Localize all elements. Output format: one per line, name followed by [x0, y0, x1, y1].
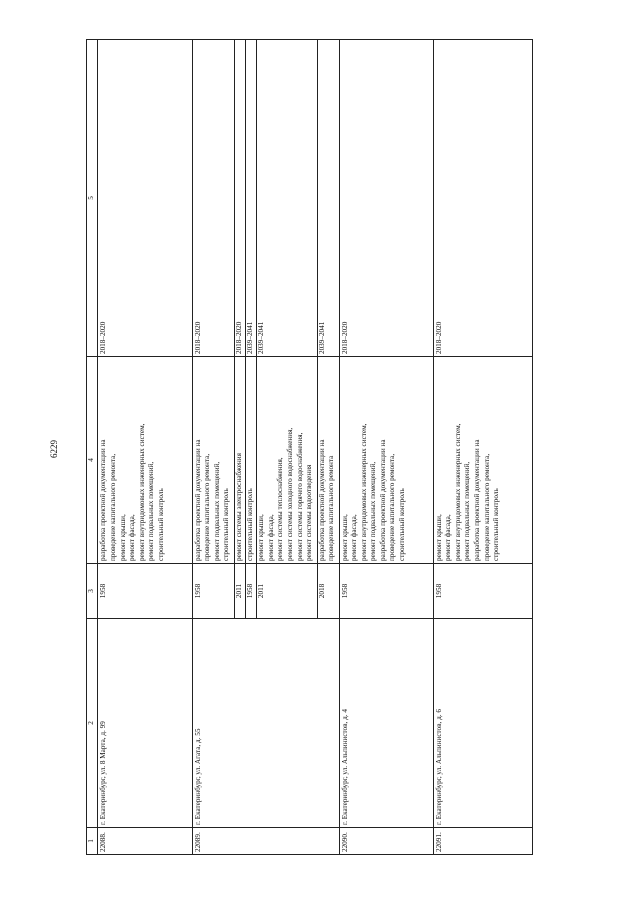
- period-cell: 2018–2020: [433, 40, 532, 357]
- year-cell: 1958: [246, 564, 257, 619]
- table-row: [98, 40, 192, 855]
- period-cell: 2039–2041: [317, 40, 339, 357]
- column-number: 1: [87, 828, 98, 855]
- period-cell: 2018–2020: [192, 40, 235, 357]
- period-cell: 2018–2020: [235, 40, 246, 357]
- page-number: 6229: [49, 440, 59, 458]
- year-cell: 2011: [257, 564, 318, 619]
- works-cell: ремонт крыши, ремонт фасада, ремонт внутридомовых инженерных систем, ремонт подвальных помещений, разработка проектной документации на проведение капитального ремонта, строительный контроль: [433, 357, 532, 564]
- column-number: 3: [87, 564, 98, 619]
- period-cell: 2018–2020: [339, 40, 433, 357]
- column-number: 4: [87, 357, 98, 564]
- works-cell: разработка проектной документации на проведение капитального ремонта, ремонт крыши, ремонт фасада, ремонт внутридомовых инженерных систем, ремонт подвальных помещений, строительный контроль: [98, 357, 192, 564]
- column-number-row: [87, 40, 98, 855]
- address-cell: г. Екатеринбург, ул. Альпинистов, д. 6: [433, 619, 532, 828]
- address-cell: г. Екатеринбург, ул. Агата, д. 55: [192, 619, 339, 828]
- year-cell: 2018: [317, 564, 339, 619]
- works-cell: ремонт крыши, ремонт фасада, ремонт системы теплоснабжения, ремонт системы холодного водоснабжения, ремонт системы горячего водоснабжения, ремонт системы водоотведения: [257, 357, 318, 564]
- works-cell: ремонт крыши, ремонт фасада, ремонт внутридомовых инженерных систем, ремонт подвальных помещений, разработка проектной документации на проведение капитального ремонта, строительный контроль: [339, 357, 433, 564]
- period-cell: 2039–2041: [246, 40, 257, 357]
- column-number: 2: [87, 619, 98, 828]
- year-cell: 1958: [339, 564, 433, 619]
- repair-schedule-table: [86, 39, 533, 855]
- year-cell: 2011: [235, 564, 246, 619]
- year-cell: 1958: [192, 564, 235, 619]
- address-cell: г. Екатеринбург, ул. Альпинистов, д. 4: [339, 619, 433, 828]
- works-cell: разработка проектной документации на проведение капитального ремонта: [317, 357, 339, 564]
- period-cell: 2018–2020: [98, 40, 192, 357]
- works-cell: разработка проектной документации на проведение капитального ремонта, ремонт подвальных помещений, строительный контроль: [192, 357, 235, 564]
- address-cell: г. Екатеринбург, ул. 8 Марта, д. 99: [98, 619, 192, 828]
- table-row: [339, 40, 433, 855]
- year-cell: 1958: [433, 564, 532, 619]
- year-cell: 1958: [98, 564, 192, 619]
- rotated-page: [86, 40, 533, 855]
- column-number: 5: [87, 40, 98, 357]
- row-number: 22091.: [433, 828, 532, 855]
- table-row: [192, 40, 235, 855]
- table-row: [433, 40, 532, 855]
- row-number: 22089.: [192, 828, 339, 855]
- row-number: 22088.: [98, 828, 192, 855]
- works-cell: строительный контроль: [246, 357, 257, 564]
- period-cell: 2039–2041: [257, 40, 318, 357]
- row-number: 22090.: [339, 828, 433, 855]
- works-cell: ремонт системы электроснабжения: [235, 357, 246, 564]
